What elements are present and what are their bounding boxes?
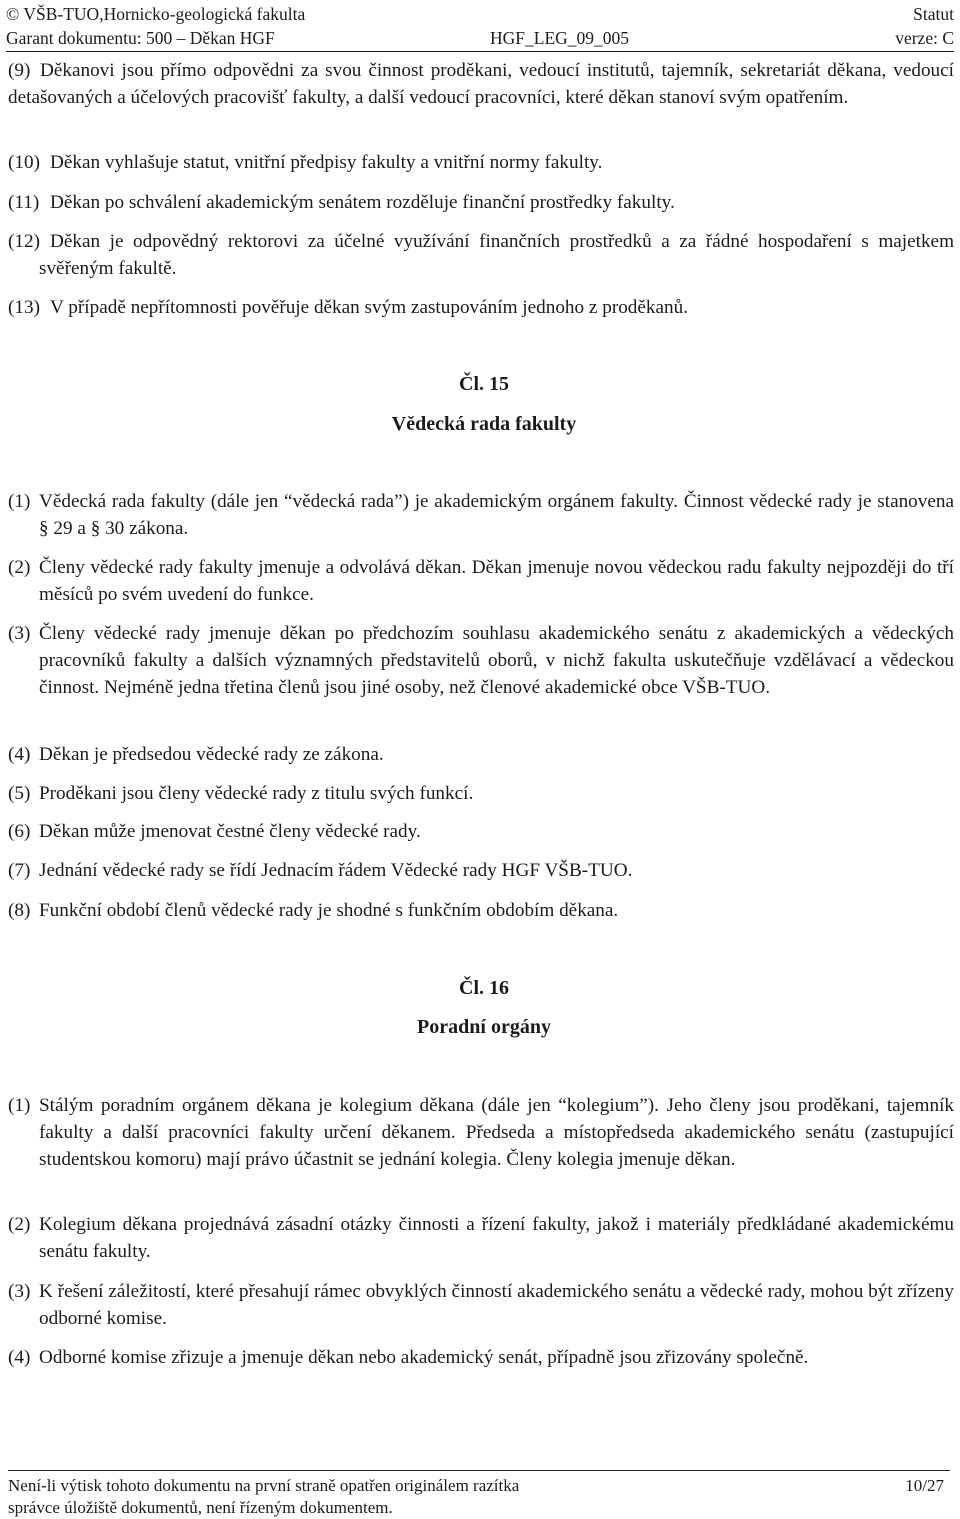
paragraph-text: Děkan je odpovědný rektorovi za účelné využívání finančních prostředků a za řádné hospodaření s majetkem svěřeným fakultě. (39, 231, 954, 279)
paragraph (8, 741, 954, 768)
paragraph-number: (7) (8, 860, 31, 881)
paragraph-text: Vědecká rada fakulty (dále jen “vědecká rada”) je akademickým orgánem fakulty. Činnost vědecké rady je stanovena § 29 a § 30 zákona. (39, 491, 954, 539)
header-guarantor: Garant dokumentu: 500 – Děkan HGF (6, 28, 275, 48)
paragraph-number: (11) (8, 192, 40, 213)
paragraph-number: (13) (8, 297, 40, 318)
paragraph-text: Funkční období členů vědecké rady je shodné s funkčním obdobím děkana. (39, 900, 619, 921)
paragraph (8, 1211, 954, 1265)
paragraph (8, 554, 954, 608)
footer-line-1 (8, 1475, 944, 1497)
paragraph-number: (8) (8, 900, 31, 921)
header-document-code: HGF_LEG_09_005 (490, 28, 630, 48)
paragraph (8, 294, 954, 321)
footer-notice-continued: správce úložiště dokumentů, není řízeným dokumentem. (8, 1498, 393, 1517)
article-15-number: Čl. 15 (459, 373, 509, 395)
paragraph-text: Stálým poradním orgánem děkana je kolegium děkana (dále jen “kolegium”). Jeho členy jsou proděkani, tajemník fakulty a další pracovníci fakulty určení děkanem. Předseda a místopředseda akademického senátu (zastupující studentskou komoru) mají právo účastnit se jednání kolegia. Členy kolegia jmenuje děkan. (39, 1095, 954, 1170)
paragraph-text: Děkan je předsedou vědecké rady ze zákona. (39, 744, 384, 765)
paragraph (8, 488, 954, 542)
paragraph-text: Odborné komise zřizuje a jmenuje děkan nebo akademický senát, případně jsou zřizovány společně. (39, 1347, 809, 1368)
page-number: 10/27 (905, 1476, 944, 1495)
paragraph-text: K řešení záležitostí, které přesahují rámec obvyklých činností akademického senátu a vědecké rady, mohou být zřízeny odborné komise. (39, 1281, 954, 1329)
paragraph-text: Děkanovi jsou přímo odpovědni za svou činnost proděkani, vedoucí institutů, tajemník, sekretariát děkana, vedoucí detašovaných a účelových pracovišť fakulty, a další vedoucí pracovníci, které děkan stanoví svým opatřením. (8, 60, 954, 108)
paragraph-number: (9) (8, 60, 31, 81)
document-header-line-2 (6, 27, 954, 49)
paragraph-number: (12) (8, 231, 40, 252)
paragraph (8, 857, 954, 884)
paragraph-text: Děkan vyhlašuje statut, vnitřní předpisy fakulty a vnitřní normy fakulty. (50, 152, 603, 173)
header-document-type: Statut (913, 4, 954, 24)
article-16-number: Čl. 16 (459, 977, 509, 999)
paragraph-text: Kolegium děkana projednává zásadní otázky činnosti a řízení fakulty, jakož i materiály předkládané akademickému senátu fakulty. (39, 1214, 954, 1262)
paragraph-number: (2) (8, 557, 31, 578)
paragraph (8, 1278, 954, 1332)
paragraph (8, 189, 954, 216)
header-divider (6, 51, 954, 52)
header-version: verze: C (895, 28, 954, 48)
paragraph-text: Jednání vědecké rady se řídí Jednacím řádem Vědecké rady HGF VŠB-TUO. (39, 860, 633, 881)
paragraph-number: (2) (8, 1214, 31, 1235)
paragraph (8, 897, 954, 924)
paragraph (8, 228, 954, 282)
paragraph-number: (10) (8, 152, 40, 173)
footer-divider (8, 1470, 950, 1471)
paragraph-number: (6) (8, 821, 31, 842)
paragraph (8, 149, 954, 176)
paragraph-number: (3) (8, 1281, 31, 1302)
document-header-line-1 (6, 3, 954, 25)
paragraph (8, 780, 954, 807)
footer-notice: Není-li výtisk tohoto dokumentu na první straně opatřen originálem razítka (8, 1476, 520, 1495)
paragraph-number: (5) (8, 783, 31, 804)
paragraph-number: (1) (8, 491, 31, 512)
footer-line-2 (8, 1497, 944, 1519)
article-16-title: Poradní orgány (417, 1016, 551, 1038)
paragraph (8, 1092, 954, 1173)
paragraph (8, 57, 954, 111)
paragraph-text: Děkan může jmenovat čestné členy vědecké rady. (39, 821, 421, 842)
paragraph-text: Členy vědecké rady fakulty jmenuje a odvolává děkan. Děkan jmenuje novou vědeckou radu fakulty nejpozději do tří měsíců po svém uvedení do funkce. (39, 557, 954, 605)
paragraph (8, 1344, 954, 1371)
paragraph-text: Proděkani jsou členy vědecké rady z titulu svých funkcí. (39, 783, 474, 804)
paragraph (8, 818, 954, 845)
paragraph (8, 620, 954, 701)
paragraph-number: (4) (8, 1347, 31, 1368)
paragraph-number: (3) (8, 623, 31, 644)
paragraph-text: V případě nepřítomnosti pověřuje děkan svým zastupováním jednoho z proděkanů. (50, 297, 689, 318)
article-15-title: Vědecká rada fakulty (391, 413, 577, 435)
paragraph-number: (4) (8, 744, 31, 765)
paragraph-number: (1) (8, 1095, 31, 1116)
paragraph-text: Děkan po schválení akademickým senátem rozděluje finanční prostředky fakulty. (50, 192, 675, 213)
paragraph-text: Členy vědecké rady jmenuje děkan po předchozím souhlasu akademického senátu z akademických a vědeckých pracovníků fakulty a dalších významných představitelů oborů, v nichž fakulta uskutečňuje vzdělávací a vědeckou činnost. Nejméně jedna třetina členů jsou jiné osoby, než členové akademické obce VŠB-TUO. (39, 623, 954, 698)
header-institution: © VŠB-TUO,Hornicko-geologická fakulta (6, 4, 306, 24)
